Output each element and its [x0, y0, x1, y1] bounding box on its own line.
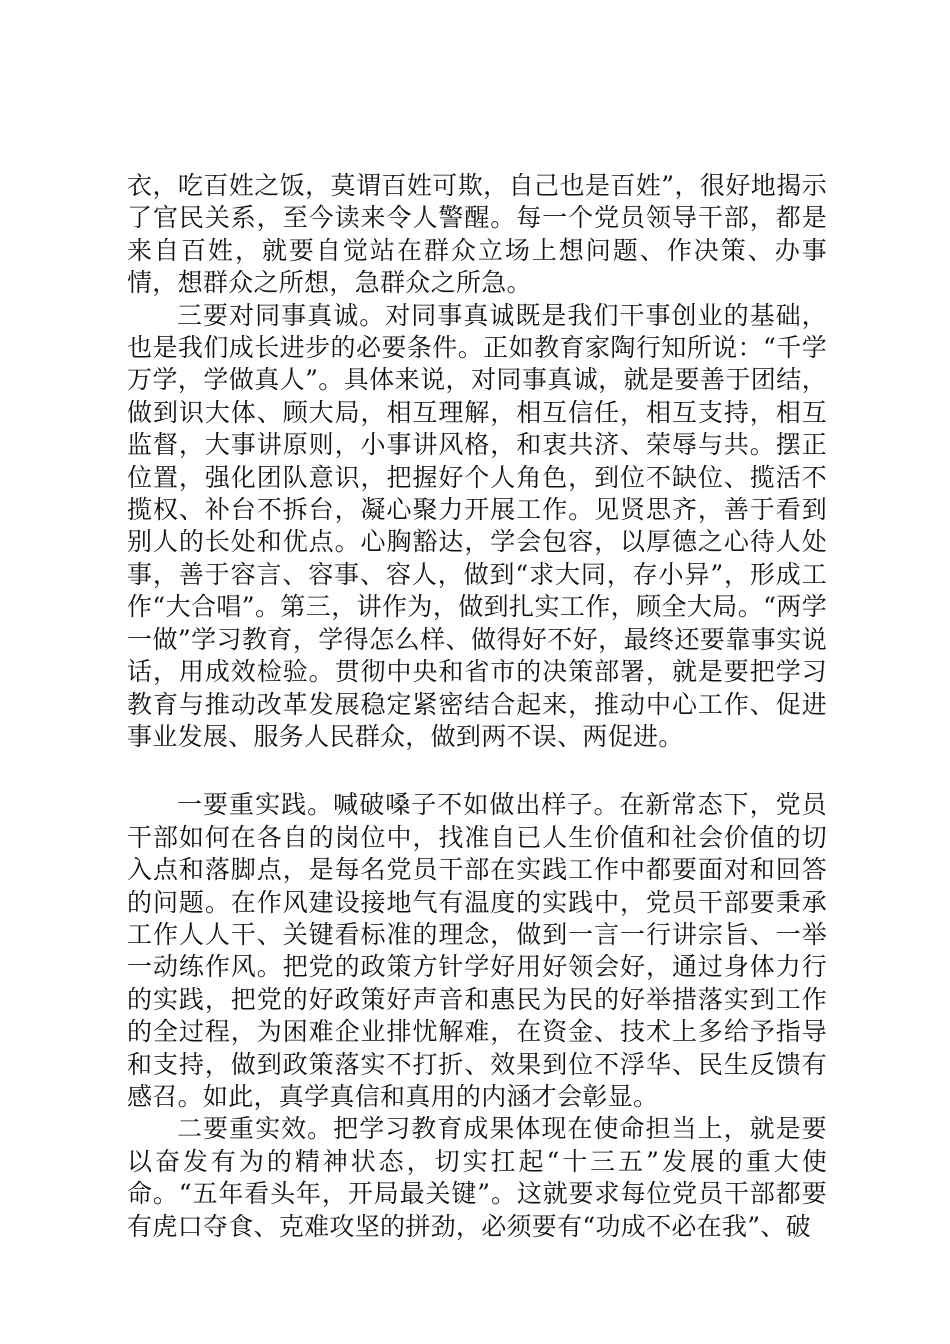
paragraph-practice: 一要重实践。喊破嗓子不如做出样子。在新常态下，党员干部如何在各自的岗位中，找准自已人生价值和社会价值的切入点和落脚点，是每名党员干部在实践工作中都要面对和回答的问题。在作风建设接地气有温度的实践中，党员干部要秉承工作人人干、关键看标准的理念，做到一言一行讲宗旨、一举一动练作风。把党的政策方针学好用好领会好，通过身体力行的实践，把党的好政策好声音和惠民为民的好举措落实到工作的全过程，为困难企业排忧解难，在资金、技术上多给予指导和支持，做到政策落实不打折、效果到位不浮华、民生反馈有感召。如此，真学真信和真用的内涵才会彰显。	[127, 790, 827, 1111]
paragraph-continued: 衣，吃百姓之饭，莫谓百姓可欺，自己也是百姓”，很好地揭示了官民关系，至今读来令人警醒。每一个党员领导干部，都是来自百姓，就要自觉站在群众立场上想问题、作决策、办事情，想群众之所想，急群众之所急。	[127, 171, 827, 298]
paragraph-gap	[127, 753, 827, 789]
paragraph-results: 二要重实效。把学习教育成果体现在使命担当上，就是要以奋发有为的精神状态，切实扛起“十三五”发展的重大使命。“五年看头年，开局最关键”。这就要求每位党员干部都要有虎口夺食、克难攻坚的拼劲，必须要有“功成不必在我”、破	[127, 1114, 827, 1241]
paragraph-colleague-sincerity: 三要对同事真诚。对同事真诚既是我们干事创业的基础，也是我们成长进步的必要条件。正如教育家陶行知所说：“千学万学，学做真人”。具体来说，对同事真诚，就是要善于团结，做到识大体、顾大局，相互理解，相互信任，相互支持，相互监督，大事讲原则，小事讲风格，和衷共济、荣辱与共。摆正位置，强化团队意识，把握好个人角色，到位不缺位、揽活不揽权、补台不拆台，凝心聚力开展工作。见贤思齐，善于看到别人的长处和优点。心胸豁达，学会包容，以厚德之心待人处事，善于容言、容事、容人，做到“求大同，存小异”，形成工作“大合唱”。第三，讲作为，做到扎实工作，顾全大局。“两学一做”学习教育，学得怎么样、做得好不好，最终还要靠事实说话，用成效检验。贯彻中央和省市的决策部署，就是要把学习教育与推动改革发展稳定紧密结合起来，推动中心工作、促进事业发展、服务人民群众，做到两不误、两促进。	[127, 300, 827, 751]
document-body	[127, 170, 827, 1243]
